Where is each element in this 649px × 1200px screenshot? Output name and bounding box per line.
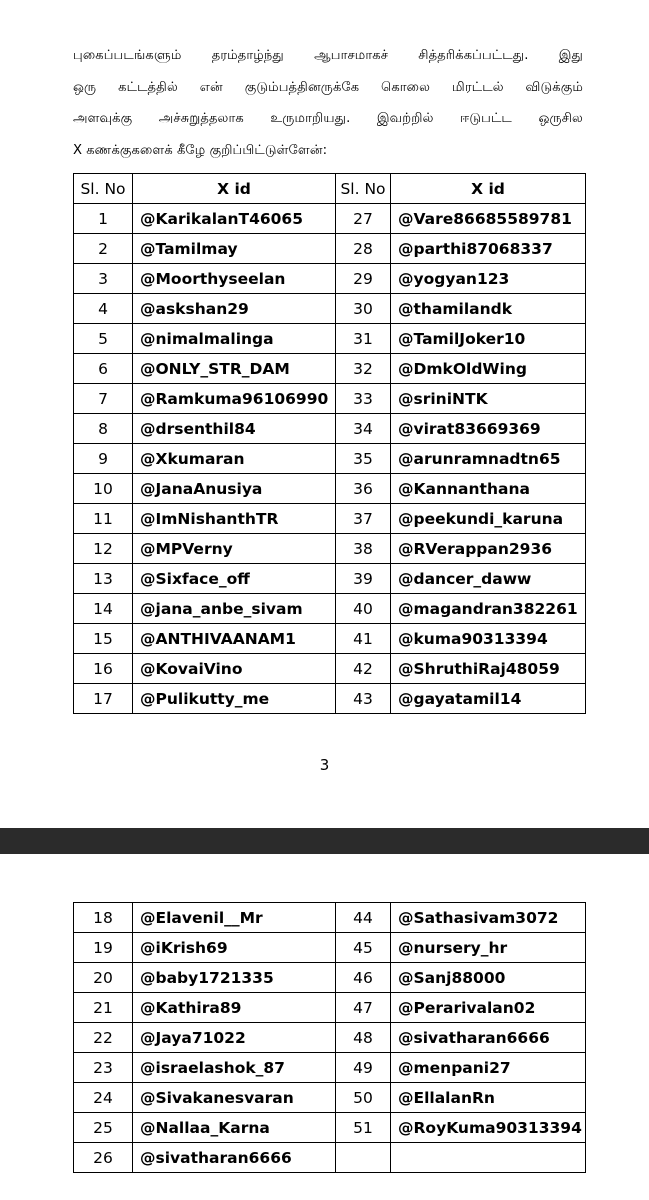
sl-no-cell: 26 xyxy=(74,1143,133,1173)
header-x-id: X id xyxy=(391,174,586,204)
x-id-cell: @yogyan123 xyxy=(391,264,586,294)
sl-no-cell: 36 xyxy=(336,474,391,504)
sl-no-cell: 35 xyxy=(336,444,391,474)
x-id-cell: @Tamilmay xyxy=(133,234,336,264)
x-id-cell: @Elavenil__Mr xyxy=(133,903,336,933)
x-accounts-table-page-1 xyxy=(73,173,586,714)
header-x-id: X id xyxy=(133,174,336,204)
sl-no-cell: 28 xyxy=(336,234,391,264)
sl-no-cell: 24 xyxy=(74,1083,133,1113)
table-row xyxy=(74,264,586,294)
table-row xyxy=(74,1083,586,1113)
sl-no-cell: 30 xyxy=(336,294,391,324)
sl-no-cell: 37 xyxy=(336,504,391,534)
sl-no-cell: 17 xyxy=(74,684,133,714)
x-id-cell: @Sanj88000 xyxy=(391,963,586,993)
x-id-cell: @RoyKuma90313394 xyxy=(391,1113,586,1143)
sl-no-cell: 20 xyxy=(74,963,133,993)
sl-no-cell: 45 xyxy=(336,933,391,963)
x-id-cell: @Vare86685589781 xyxy=(391,204,586,234)
x-id-cell: @EllalanRn xyxy=(391,1083,586,1113)
x-id-cell: @Xkumaran xyxy=(133,444,336,474)
sl-no-cell: 9 xyxy=(74,444,133,474)
sl-no-cell: 33 xyxy=(336,384,391,414)
sl-no-cell: 3 xyxy=(74,264,133,294)
table-row xyxy=(74,294,586,324)
table-row xyxy=(74,1053,586,1083)
table-row xyxy=(74,684,586,714)
x-id-cell: @JanaAnusiya xyxy=(133,474,336,504)
table-row xyxy=(74,324,586,354)
paragraph-line: புகைப்படங்களும் தரம்தாழ்ந்து ஆபாசமாகச் சித்தரிக்கப்பட்டது. இது xyxy=(73,48,583,63)
table-row xyxy=(74,654,586,684)
sl-no-cell xyxy=(336,1143,391,1173)
table-row xyxy=(74,963,586,993)
table-row xyxy=(74,204,586,234)
sl-no-cell: 43 xyxy=(336,684,391,714)
sl-no-cell: 19 xyxy=(74,933,133,963)
table-row xyxy=(74,354,586,384)
x-id-cell: @DmkOldWing xyxy=(391,354,586,384)
x-id-cell: @menpani27 xyxy=(391,1053,586,1083)
table-row xyxy=(74,564,586,594)
sl-no-cell: 39 xyxy=(336,564,391,594)
x-id-cell: @Ramkuma96106990 xyxy=(133,384,336,414)
table-row xyxy=(74,414,586,444)
x-id-cell: @Moorthyseelan xyxy=(133,264,336,294)
table-row xyxy=(74,234,586,264)
sl-no-cell: 2 xyxy=(74,234,133,264)
sl-no-cell: 41 xyxy=(336,624,391,654)
x-id-cell: @Sixface_off xyxy=(133,564,336,594)
sl-no-cell: 6 xyxy=(74,354,133,384)
x-id-cell: @iKrish69 xyxy=(133,933,336,963)
x-id-cell: @nursery_hr xyxy=(391,933,586,963)
page-divider xyxy=(0,828,649,854)
sl-no-cell: 18 xyxy=(74,903,133,933)
sl-no-cell: 48 xyxy=(336,1023,391,1053)
x-id-cell: @virat83669369 xyxy=(391,414,586,444)
sl-no-cell: 16 xyxy=(74,654,133,684)
sl-no-cell: 21 xyxy=(74,993,133,1023)
x-id-cell: @Kathira89 xyxy=(133,993,336,1023)
sl-no-cell: 12 xyxy=(74,534,133,564)
x-id-cell: @gayatamil14 xyxy=(391,684,586,714)
table-row xyxy=(74,1143,586,1173)
x-id-cell: @ONLY_STR_DAM xyxy=(133,354,336,384)
sl-no-cell: 47 xyxy=(336,993,391,1023)
sl-no-cell: 32 xyxy=(336,354,391,384)
table-row xyxy=(74,444,586,474)
sl-no-cell: 25 xyxy=(74,1113,133,1143)
table-row xyxy=(74,384,586,414)
x-id-cell: @dancer_daww xyxy=(391,564,586,594)
sl-no-cell: 11 xyxy=(74,504,133,534)
table-row xyxy=(74,1023,586,1053)
sl-no-cell: 40 xyxy=(336,594,391,624)
x-id-cell: @Perarivalan02 xyxy=(391,993,586,1023)
x-id-cell: @Kannanthana xyxy=(391,474,586,504)
x-id-cell: @sriniNTK xyxy=(391,384,586,414)
sl-no-cell: 31 xyxy=(336,324,391,354)
sl-no-cell: 14 xyxy=(74,594,133,624)
sl-no-cell: 23 xyxy=(74,1053,133,1083)
table-row xyxy=(74,474,586,504)
x-accounts-table-page-2 xyxy=(73,902,586,1173)
sl-no-cell: 13 xyxy=(74,564,133,594)
table-header-row xyxy=(74,174,586,204)
sl-no-cell: 46 xyxy=(336,963,391,993)
paragraph-line: ஒரு கட்டத்தில் என் குடும்பத்தினருக்கே கொலை மிரட்டல் விடுக்கும் xyxy=(73,79,583,95)
sl-no-cell: 34 xyxy=(336,414,391,444)
x-id-cell: @magandran382261 xyxy=(391,594,586,624)
paragraph-line: X கணக்குகளைக் கீழே குறிப்பிட்டுள்ளேன்: xyxy=(73,142,328,158)
table-row xyxy=(74,1113,586,1143)
header-sl-no: Sl. No xyxy=(336,174,391,204)
sl-no-cell: 7 xyxy=(74,384,133,414)
x-id-cell: @TamilJoker10 xyxy=(391,324,586,354)
table-row xyxy=(74,504,586,534)
x-id-cell: @jana_anbe_sivam xyxy=(133,594,336,624)
x-id-cell: @sivatharan6666 xyxy=(391,1023,586,1053)
sl-no-cell: 10 xyxy=(74,474,133,504)
sl-no-cell: 22 xyxy=(74,1023,133,1053)
intro-paragraph xyxy=(73,40,583,166)
header-sl-no: Sl. No xyxy=(74,174,133,204)
x-id-cell: @MPVerny xyxy=(133,534,336,564)
sl-no-cell: 42 xyxy=(336,654,391,684)
x-id-cell: @KarikalanT46065 xyxy=(133,204,336,234)
x-id-cell: @israelashok_87 xyxy=(133,1053,336,1083)
x-id-cell: @RVerappan2936 xyxy=(391,534,586,564)
sl-no-cell: 15 xyxy=(74,624,133,654)
sl-no-cell: 51 xyxy=(336,1113,391,1143)
x-id-cell: @ANTHIVAANAM1 xyxy=(133,624,336,654)
sl-no-cell: 8 xyxy=(74,414,133,444)
sl-no-cell: 44 xyxy=(336,903,391,933)
table-row xyxy=(74,993,586,1023)
table-row xyxy=(74,903,586,933)
x-id-cell: @Pulikutty_me xyxy=(133,684,336,714)
x-id-cell: @askshan29 xyxy=(133,294,336,324)
sl-no-cell: 1 xyxy=(74,204,133,234)
page-number: 3 xyxy=(319,756,330,774)
table-row xyxy=(74,534,586,564)
x-id-cell: @ShruthiRaj48059 xyxy=(391,654,586,684)
sl-no-cell: 5 xyxy=(74,324,133,354)
x-id-cell: @Nallaa_Karna xyxy=(133,1113,336,1143)
sl-no-cell: 49 xyxy=(336,1053,391,1083)
sl-no-cell: 38 xyxy=(336,534,391,564)
x-id-cell: @Jaya71022 xyxy=(133,1023,336,1053)
x-id-cell: @drsenthil84 xyxy=(133,414,336,444)
x-id-cell: @KovaiVino xyxy=(133,654,336,684)
x-id-cell: @thamilandk xyxy=(391,294,586,324)
sl-no-cell: 4 xyxy=(74,294,133,324)
x-id-cell: @sivatharan6666 xyxy=(133,1143,336,1173)
x-id-cell: @kuma90313394 xyxy=(391,624,586,654)
table-row xyxy=(74,933,586,963)
table-row xyxy=(74,594,586,624)
sl-no-cell: 29 xyxy=(336,264,391,294)
x-id-cell: @baby1721335 xyxy=(133,963,336,993)
sl-no-cell: 27 xyxy=(336,204,391,234)
table-row xyxy=(74,624,586,654)
x-id-cell: @ImNishanthTR xyxy=(133,504,336,534)
x-id-cell: @arunramnadtn65 xyxy=(391,444,586,474)
paragraph-line: அளவுக்கு அச்சுறுத்தலாக உருமாறியது. இவற்றில் ஈடுபட்ட ஒருசில xyxy=(73,111,583,126)
x-id-cell xyxy=(391,1143,586,1173)
sl-no-cell: 50 xyxy=(336,1083,391,1113)
x-id-cell: @peekundi_karuna xyxy=(391,504,586,534)
x-id-cell: @Sivakanesvaran xyxy=(133,1083,336,1113)
x-id-cell: @parthi87068337 xyxy=(391,234,586,264)
x-id-cell: @Sathasivam3072 xyxy=(391,903,586,933)
x-id-cell: @nimalmalinga xyxy=(133,324,336,354)
